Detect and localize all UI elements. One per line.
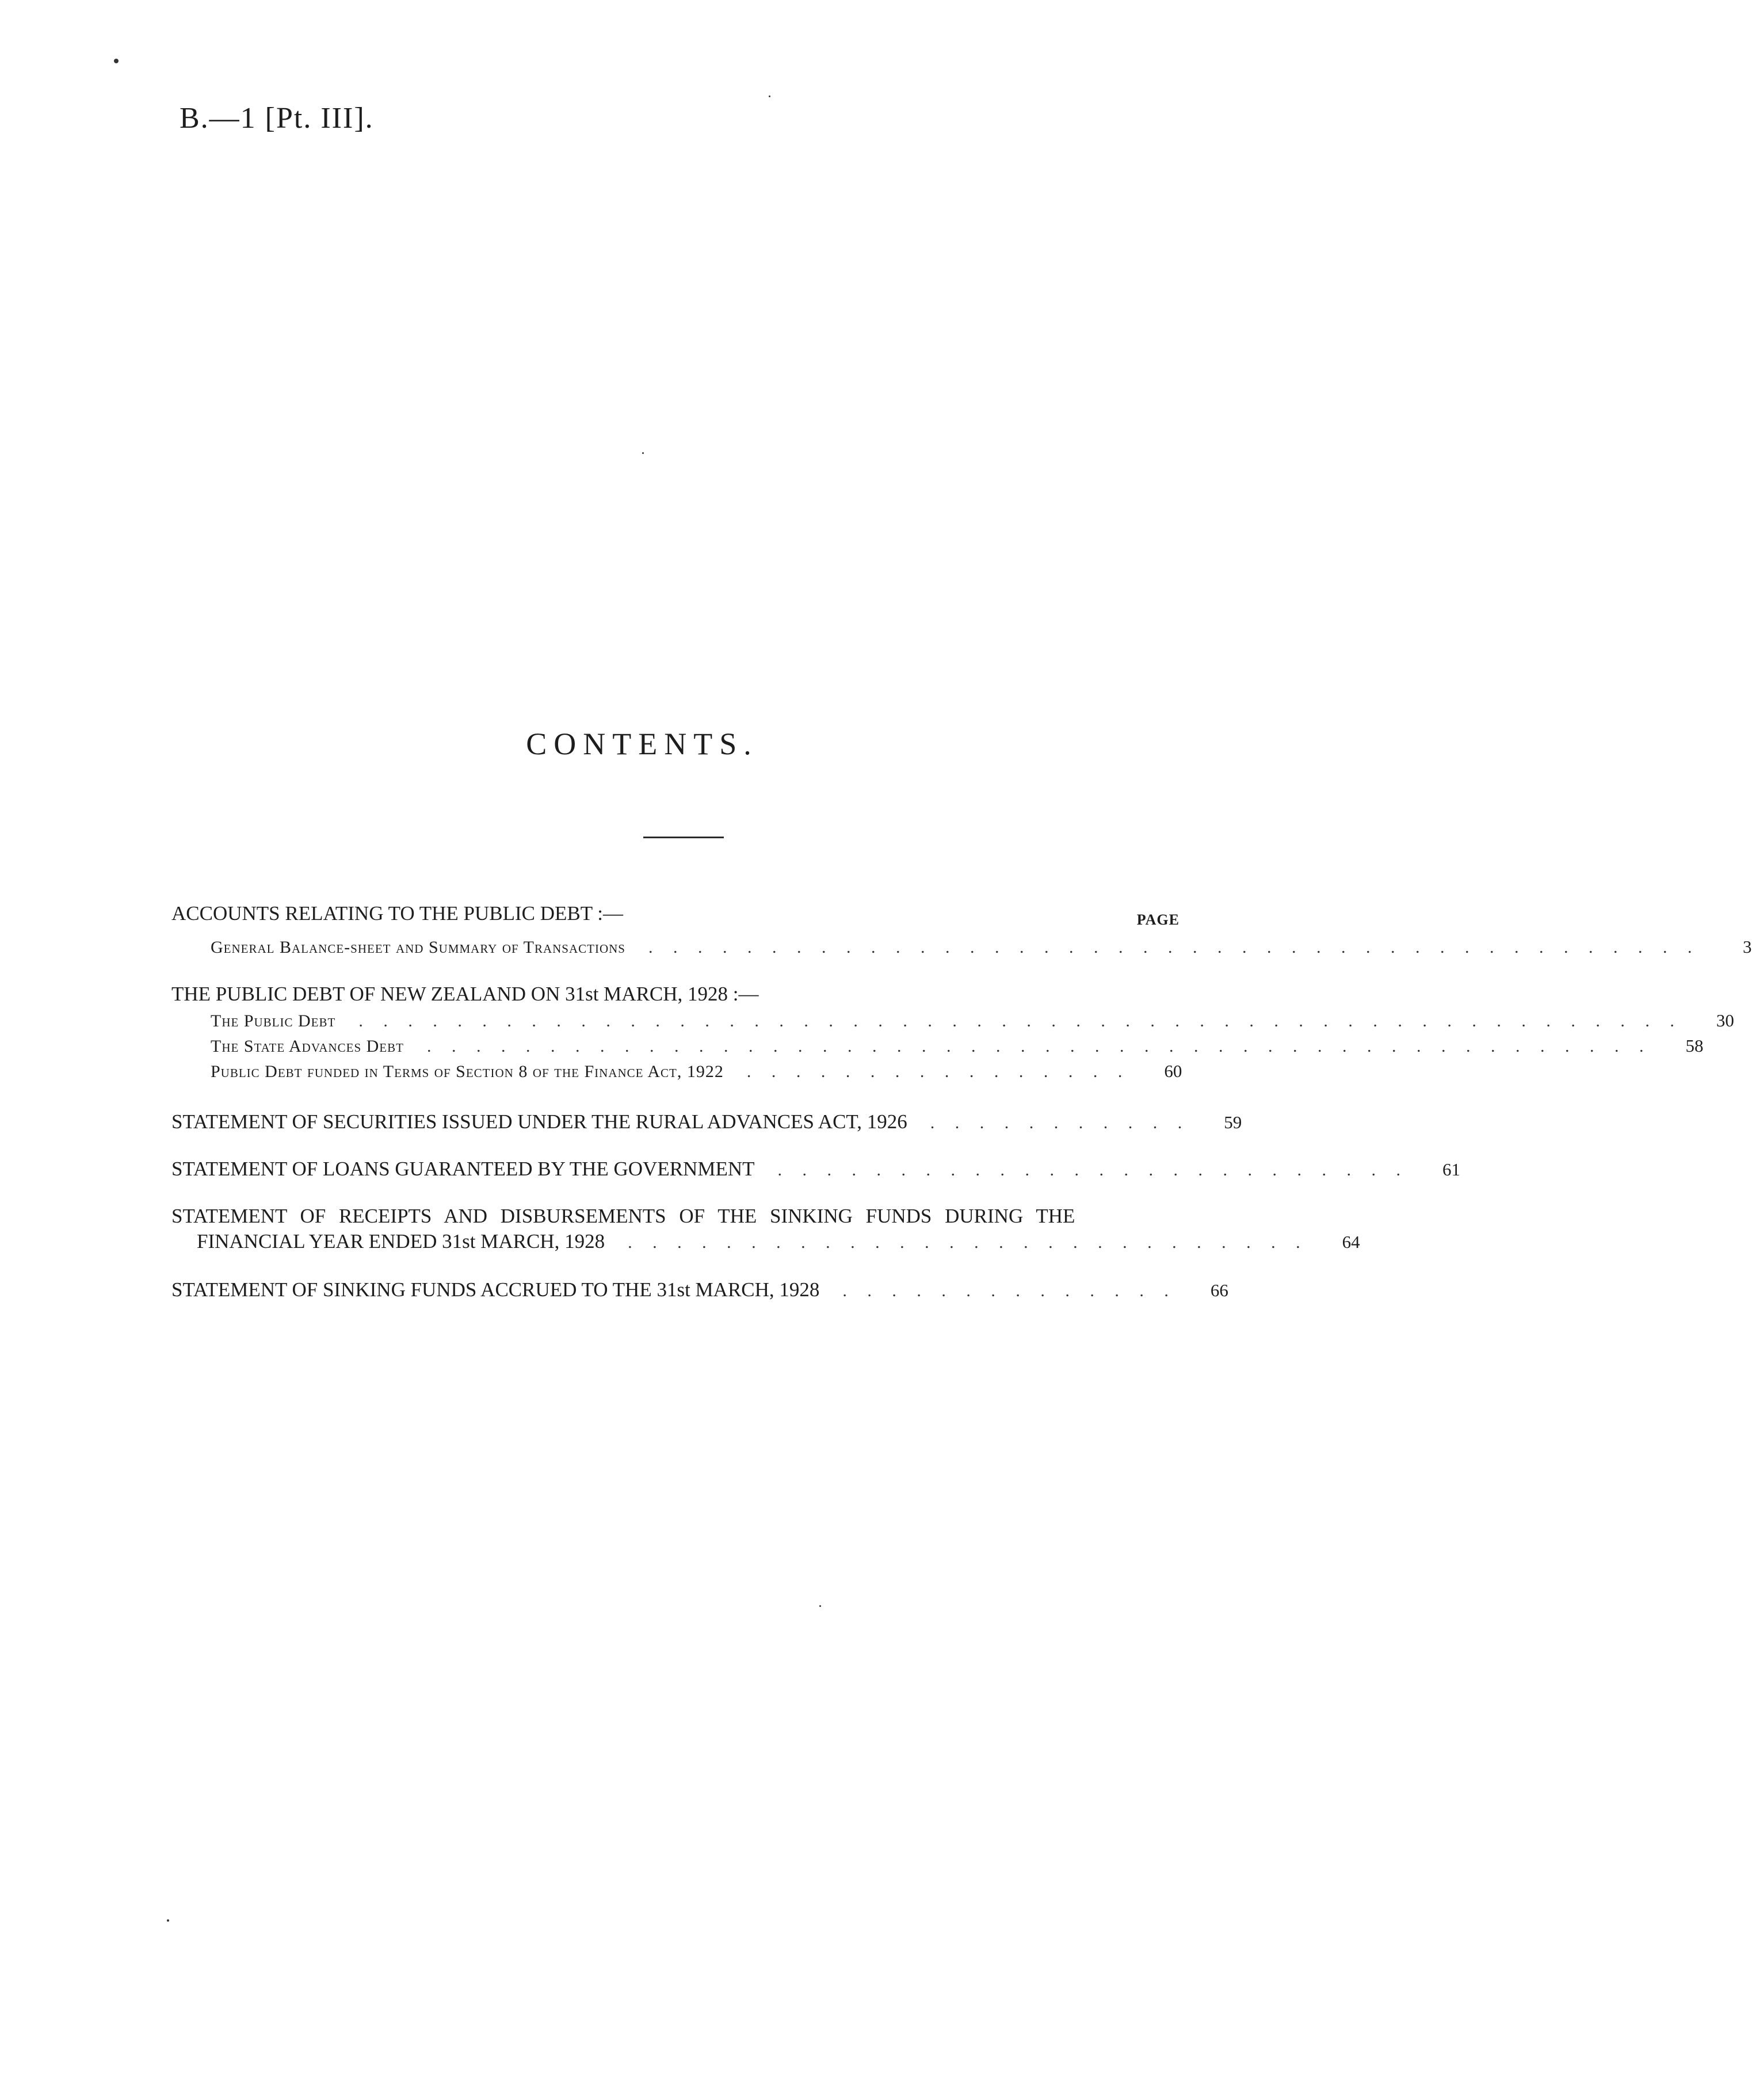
toc-item-label: General Balance-sheet and Summary of Transactions [211,938,625,957]
page-column-label: PAGE [1136,911,1180,928]
toc-page-number: 59 [1224,1112,1242,1132]
title-divider [643,837,724,838]
toc-section-accounts [171,901,1180,926]
toc-page-number: 61 [1442,1159,1460,1179]
toc-page-number: 3 [1743,937,1752,957]
toc-page-number: 64 [1342,1232,1360,1252]
document-reference: B.—1 [Pt. III]. [180,102,374,135]
scan-speck [819,1605,821,1607]
toc-item-label-line1: STATEMENT OF RECEIPTS AND DISBURSEMENTS OF THE SINKING FUNDS DURING THE [171,1205,1075,1227]
toc-page-number: 60 [1164,1061,1182,1081]
dot-leaders: . . . . . . . . . . . . . . . . . . . . . . . . . . . . . . . . . . . . . . . . . . . [648,938,1700,957]
dot-leaders: . . . . . . . . . . . . . . . . . . . . . . . . . . . . . . . . . . . . . . . . . . . . . . . . . . [426,1037,1652,1056]
toc-item-general-balance-sheet[interactable] [211,934,1752,960]
toc-item-public-debt[interactable] [211,1008,1734,1033]
scan-speck [642,452,644,454]
toc-item-state-advances-debt[interactable] [211,1033,1704,1059]
toc-item-rural-advances[interactable] [171,1109,1242,1135]
toc-item-label: STATEMENT OF LOANS GUARANTEED BY THE GOVERNMENT [171,1158,755,1180]
toc-heading: ACCOUNTS RELATING TO THE PUBLIC DEBT :— [171,902,623,925]
dot-leaders: . . . . . . . . . . . . . . . . . . . . . . . . . . . . . . . . . . . . . . . . . . . . . . . . . . . . . . [358,1011,1682,1030]
scan-speck [167,1919,169,1922]
toc-heading: THE PUBLIC DEBT OF NEW ZEALAND ON 31st MARCH, 1928 :— [171,983,759,1005]
dot-leaders: . . . . . . . . . . . . . . . . . . . . . . . . . . . . [628,1233,1308,1252]
toc-item-label: The Public Debt [211,1011,336,1030]
toc-section-public-debt [171,982,1180,1007]
toc-item-label: Public Debt funded in Terms of Section 8 of the Finance Act, 1922 [211,1062,724,1081]
toc-item-sinking-funds-accrued[interactable] [171,1277,1228,1303]
toc-item-label-line2: FINANCIAL YEAR ENDED 31st MARCH, 1928 [197,1230,605,1253]
toc-page-number: 66 [1210,1280,1228,1300]
toc-item-label: The State Advances Debt [211,1037,404,1056]
toc-page-number: 58 [1685,1036,1704,1056]
toc-item-label: STATEMENT OF SINKING FUNDS ACCRUED TO THE 31st MARCH, 1928 [171,1278,820,1301]
toc-item-loans-guaranteed[interactable] [171,1156,1460,1182]
dot-leaders: . . . . . . . . . . . . . . . . . . . . . . . . . . [777,1160,1409,1179]
toc-item-label: STATEMENT OF SECURITIES ISSUED UNDER THE RURAL ADVANCES ACT, 1926 [171,1110,907,1133]
toc-item-sinking-funds-receipts[interactable] [171,1204,1360,1254]
page-title: CONTENTS. [526,727,758,761]
scan-speck [769,96,770,97]
toc-item-public-debt-funded[interactable] [211,1059,1180,1084]
dot-leaders: . . . . . . . . . . . . . . . . [746,1062,1131,1081]
dot-leaders: . . . . . . . . . . . . . . [842,1281,1177,1300]
toc-page-number: 30 [1716,1010,1734,1030]
scan-speck [114,59,119,63]
dot-leaders: . . . . . . . . . . . [930,1113,1190,1132]
